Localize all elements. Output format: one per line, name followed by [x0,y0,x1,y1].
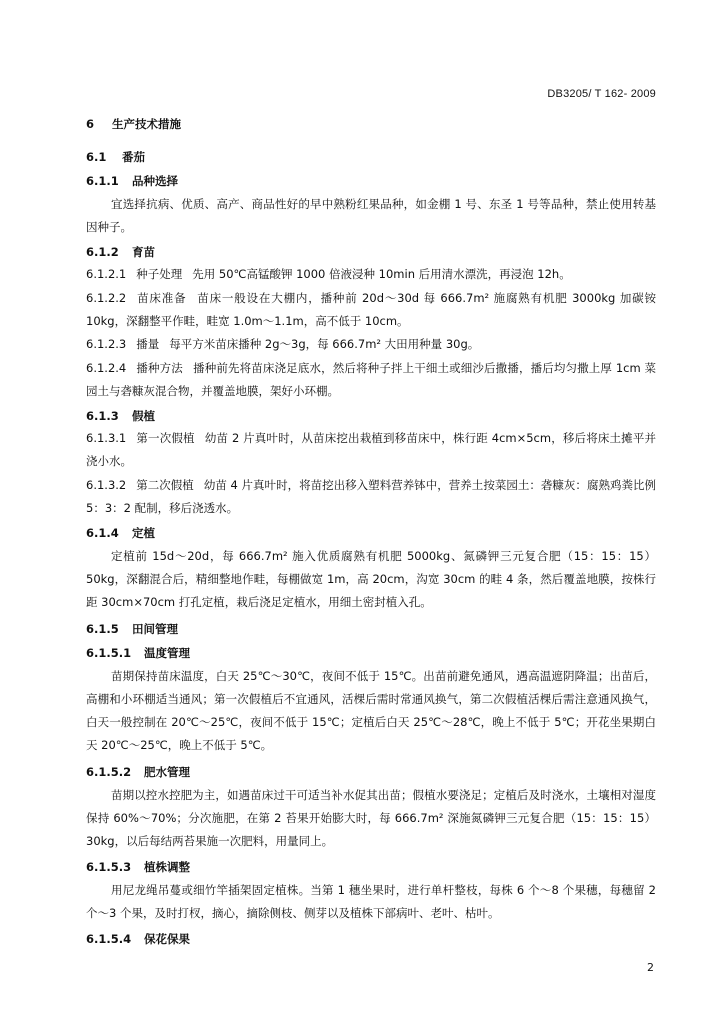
section-6-1-2-1 [86,263,656,286]
paragraph: 苗期保持苗床温度，白天 25℃～30℃，夜间不低于 15℃。出苗前避免通风，遇高温遮阴降温；出苗后，高棚和小环棚适当通风；第一次假植后不宜通风，活棵后需时常通风换气，第二次假植活棵后需注意通风换气，白天一般控制在 20℃～25℃，夜间不低于 15℃；定植后白天 25℃～28℃，晚上不低于 5℃；开花坐果期白天 20℃～25℃，晚上不低于 5℃。 [86,669,656,752]
section-number: 6.1.5.1 [86,646,132,660]
section-6-1-2-4 [86,357,656,403]
section-number: 6.1.3 [86,409,119,423]
clause-text: 播种前先将苗床浇足底水，然后将种子拌上干细土或细沙后撒播，播后均匀撒上厚 1cm 菜园土与砻糠灰混合物，并覆盖地膜，架好小环棚。 [86,361,657,398]
section-title: 肥水管理 [144,765,190,779]
section-heading [86,617,656,641]
section-6-1-5-1 [86,641,656,757]
paragraph: 苗期以控水控肥为主，如遇苗床过干可适当补水促其出苗；假植水要浇足；定植后及时浇水，土壤相对湿度保持 60%～70%；分次施肥，在第 2 苔果开始膨大时，每 666.7m² 深施氮磷钾三元复合肥（15：15：15）30kg，以后每结两苔果施一次肥料，用量同上。 [86,788,656,848]
paragraph: 定植前 15d～20d，每 666.7m² 施入优质腐熟有机肥 5000kg、氮磷钾三元复合肥（15：15：15）50kg，深翻混合后，精细整地作畦，每棚做宽 1m，高 20cm，沟宽 30cm 的畦 4 条，然后覆盖地膜，按株行距 30cm×70cm 打孔定植，栽后浇足定植水，用细土密封植入孔。 [86,549,656,609]
section-number: 6.1.5.3 [86,860,132,874]
clause-number: 6.1.2.1 [86,267,127,281]
clause-text: 每平方米苗床播种 2g～3g，每 666.7m² 大田用种量 30g。 [169,337,480,351]
clause-text: 苗床一般设在大棚内，播种前 20d～30d 每 666.7m² 施腐熟有机肥 3000kg 加碳铵 10kg，深翻整平作畦，畦宽 1.0m～1.1m，高不低于 10cm。 [86,291,656,328]
section-title: 温度管理 [144,646,190,660]
section-number: 6.1.5 [86,622,119,636]
section-heading [86,112,656,136]
section-title: 品种选择 [132,174,178,188]
section-number: 6.1.5.4 [86,932,132,946]
section-6-1-1 [86,169,656,239]
section-heading [86,240,656,264]
section-number: 6.1.4 [86,526,119,540]
section-number: 6.1.1 [86,174,119,188]
section-6-1-2-3 [86,333,656,356]
document-code: DB3205/ T 162- 2009 [547,88,656,100]
section-6-1-4 [86,521,656,614]
section-6-1-2-2 [86,287,656,333]
clause-title: 播种方法 [136,361,183,375]
section-number: 6 [86,117,95,131]
section-6-1-5-2 [86,760,656,853]
paragraph: 宜选择抗病、优质、高产、商品性好的早中熟粉红果品种，如金棚 1 号、东圣 1 号等品种，禁止使用转基因种子。 [86,197,656,234]
section-title: 育苗 [132,245,155,259]
section-title: 植株调整 [144,860,190,874]
section-number: 6.1.5.2 [86,765,132,779]
clause-title: 种子处理 [136,267,183,281]
section-title: 生产技术措施 [112,117,181,131]
section-6-1-5-3 [86,855,656,925]
clause-title: 苗床准备 [136,291,187,305]
clause-title: 播量 [136,337,160,351]
section-6-1-3-1 [86,427,656,473]
clause-title: 第一次假植 [136,431,195,445]
section-title: 假植 [132,409,155,423]
clause-number: 6.1.3.2 [86,478,127,492]
section-heading [86,145,656,169]
section-heading [86,404,656,428]
clause-text: 幼苗 2 片真叶时，从苗床挖出栽植到移苗床中，株行距 4cm×5cm，移后将床土摊平并浇小水。 [86,431,656,468]
paragraph: 用尼龙绳吊蔓或细竹竿插架固定植株。当第 1 穗坐果时，进行单杆整枝，每株 6 个～8 个果穗，每穗留 2 个～3 个果，及时打杈，摘心，摘除侧枝、侧芽以及植株下部病叶、老叶、枯叶。 [86,883,656,920]
section-number: 6.1 [86,150,107,164]
clause-number: 6.1.3.1 [86,431,127,445]
clause-number: 6.1.2.2 [86,291,127,305]
clause-text: 先用 50℃高锰酸钾 1000 倍液浸种 10min 后用清水漂洗，再浸泡 12h。 [192,267,571,281]
clause-number: 6.1.2.4 [86,361,127,375]
clause-title: 第二次假植 [136,478,194,492]
section-heading [86,927,656,951]
section-title: 定植 [132,526,155,540]
section-number: 6.1.2 [86,245,119,259]
section-title: 保花保果 [144,932,190,946]
clause-text: 幼苗 4 片真叶时，将苗挖出移入塑料营养钵中，营养土按菜园土：砻糠灰：腐熟鸡粪比例 5：3：2 配制，移后浇透水。 [86,478,657,515]
clause-number: 6.1.2.3 [86,337,127,351]
section-title: 番茄 [122,150,145,164]
page-number: 2 [647,961,654,974]
section-6-1-3-2 [86,474,656,520]
section-title: 田间管理 [132,622,178,636]
